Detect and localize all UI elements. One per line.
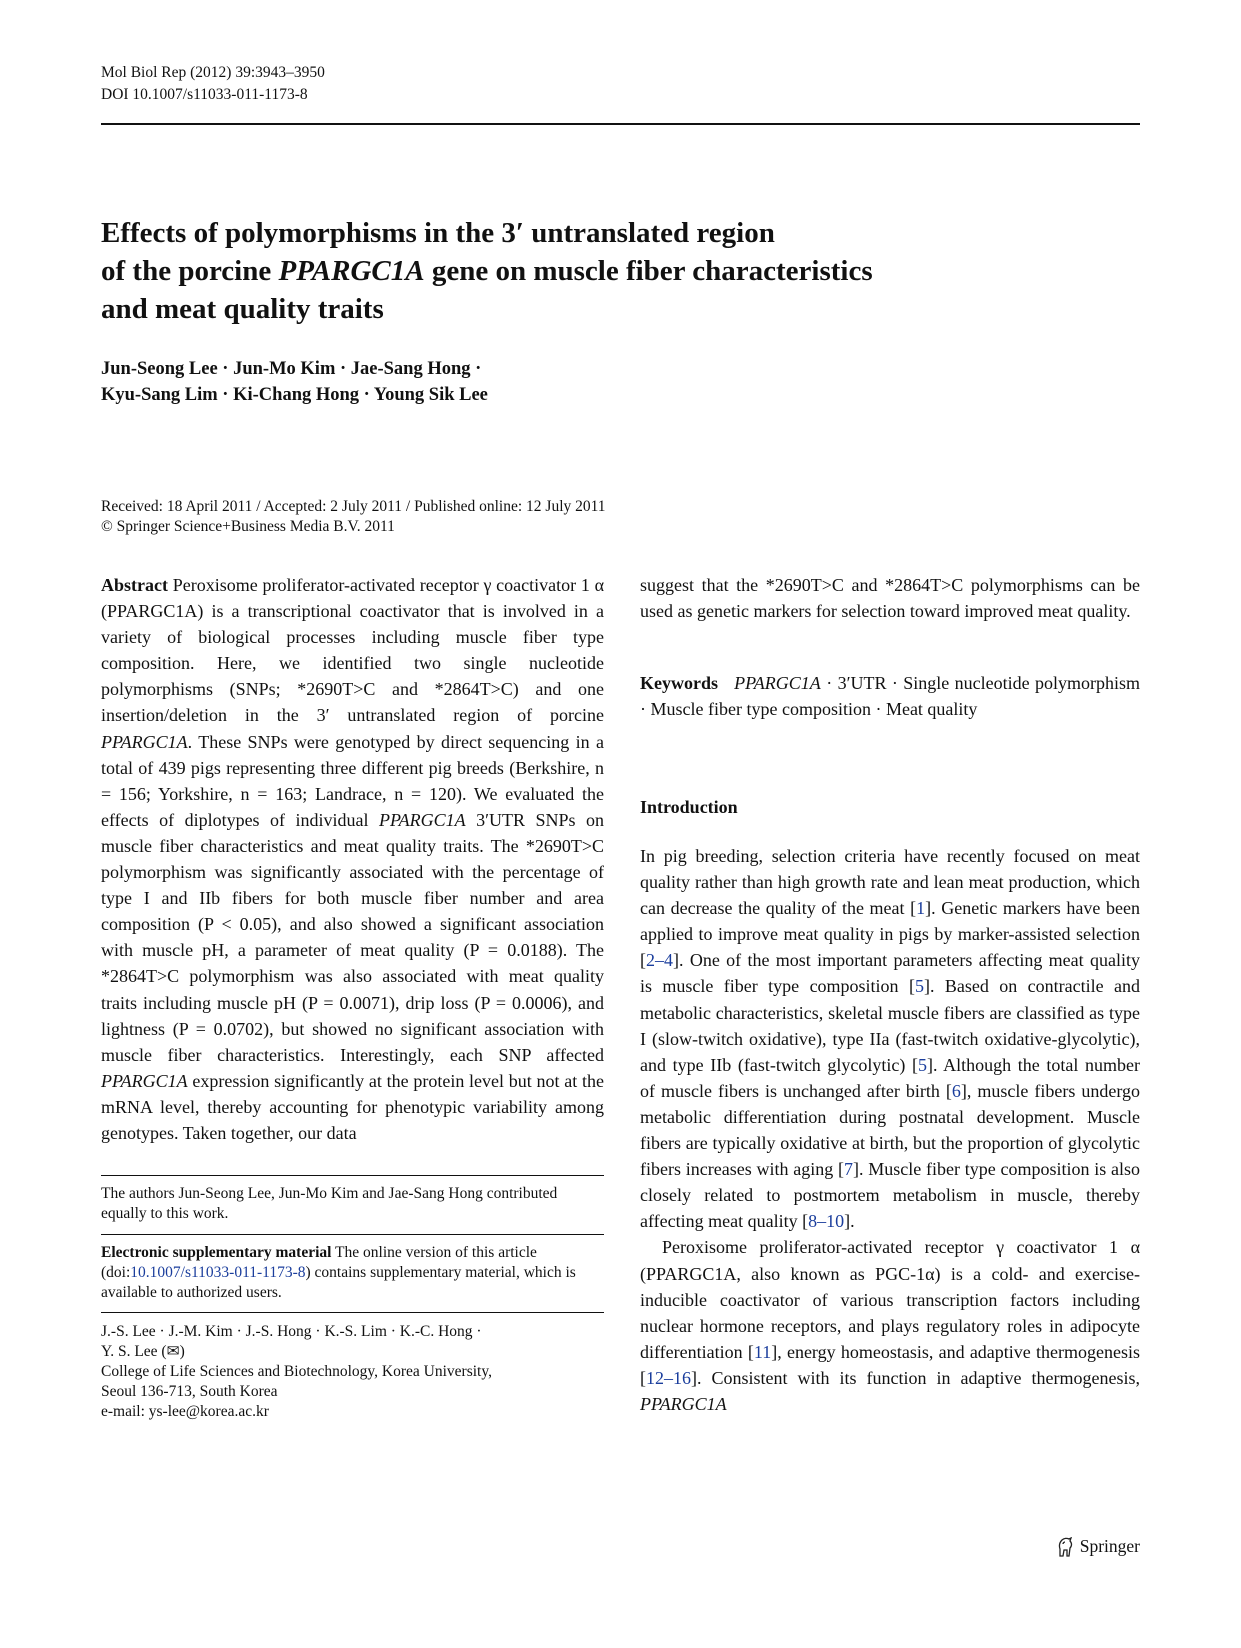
ref-link[interactable]: 7 — [843, 1159, 853, 1180]
title-gene: PPARGC1A — [278, 255, 425, 287]
keywords-heading: Keywords — [640, 673, 718, 693]
affiliation: J.-S. Lee · J.-M. Kim · J.-S. Hong · K.-S. Lim · K.-C. Hong · Y. S. Lee (✉) College of Life Sciences and Biotechnology, Korea University, Seoul 136-713, South Korea e-mail: ys-lee@korea.ac.kr — [101, 1322, 604, 1422]
abstract: Abstract Peroxisome proliferator-activated receptor γ coactivator 1 α (PPARGC1A) is a transcriptional coactivator that is involved in a variety of biological processes including muscle fiber type composition. Here, we identified two single nucleotide polymorphisms (SNPs; *2690T>C and *2864T>C) and one insertion/deletion in the 3′ untranslated region of porcine PPARGC1A. These SNPs were genotyped by direct sequencing in a total of 439 pigs representing three different pig breeds (Berkshire, n = 156; Yorkshire, n = 163; Landrace, n = 120). We evaluated the effects of diplotypes of individual PPARGC1A 3′UTR SNPs on muscle fiber characteristics and meat quality traits. The *2690T>C polymorphism was significantly associated with the percentage of type I and IIb fibers for both muscle fiber number and area composition (P < 0.05), and also showed a significant association with muscle pH, a parameter of meat quality (P = 0.0188). The *2864T>C polymorphism was also associated with meat quality traits including muscle pH (P = 0.0071), drip loss (P = 0.0006), and lightness (P = 0.0702), but showed no significant association with muscle fiber characteristics. Interestingly, each SNP affected PPARGC1A expression significantly at the protein level but not at the mRNA level, thereby accounting for phenotypic variability among genotypes. Taken together, our data — [101, 575, 604, 1143]
esm-note: Electronic supplementary material The online version of this article (doi:10.1007/s11033-011-1173-8) contains supplementary material, which is available to authorized users. — [101, 1244, 576, 1301]
title-line-3: and meat quality traits — [101, 293, 384, 325]
footnote-rule-1 — [101, 1175, 604, 1176]
introduction-body — [640, 843, 1140, 1417]
title-line-1: Effects of polymorphisms in the 3′ untranslated region — [101, 217, 775, 249]
abstract-heading: Abstract — [101, 575, 168, 595]
abstract-continued: suggest that the *2690T>C and *2864T>C polymorphisms can be used as genetic markers for selection toward improved meat quality. — [640, 575, 1140, 622]
intro-paragraph-2: Peroxisome proliferator-activated receptor γ coactivator 1 α (PPARGC1A, also known as PGC-1α) is a cold- and exercise-inducible coactivator of various transcription factors including nuclear hormone receptors, and plays regulatory roles in adipocyte differentiation [11], energy homeostasis, and adaptive thermogenesis [12–16]. Consistent with its function in adaptive thermogenesis, PPARGC1A — [640, 1237, 1141, 1414]
corresponding-author: Y. S. Lee (✉) — [101, 1343, 185, 1360]
article-title — [101, 214, 1101, 328]
title-line-2: of the porcine PPARGC1A gene on muscle fiber characteristics — [101, 255, 873, 287]
equal-contribution-note: The authors Jun-Seong Lee, Jun-Mo Kim and Jae-Sang Hong contributed equally to this work. — [101, 1185, 558, 1222]
intro-paragraph-1: In pig breeding, selection criteria have recently focused on meat quality rather than high growth rate and lean meat production, which can decrease the quality of the meat [1]. Genetic markers have been applied to improve meat quality in pigs by marker-assisted selection [2–4]. One of the most important parameters affecting meat quality is muscle fiber type composition [5]. Based on contractile and metabolic characteristics, skeletal muscle fibers are classified as type I (slow-twitch oxidative), type IIa (fast-twitch oxidative-glycolytic), and type IIb (fast-twitch glycolytic) [5]. Although the total number of muscle fibers is unchanged after birth [6], muscle fibers undergo metabolic differentiation during postnatal development. Muscle fibers are typically oxidative at birth, but the proportion of glycolytic fibers increases with aging [7]. Muscle fiber type composition is also closely related to postmortem metabolism in muscle, thereby affecting meat quality [8–10]. — [640, 846, 1141, 1232]
ref-link[interactable]: 8–10 — [808, 1211, 845, 1232]
authors-line-2: Kyu-Sang Lim · Ki-Chang Hong · Young Sik Lee — [101, 385, 488, 405]
keywords: Keywords PPARGC1A · 3′UTR · Single nucleotide polymorphism · Muscle fiber type composition · Meat quality — [640, 673, 1140, 720]
ref-link[interactable]: 5 — [914, 976, 924, 997]
received-dates: Received: 18 April 2011 / Accepted: 2 July 2011 / Published online: 12 July 2011 — [101, 498, 606, 515]
doi-line: DOI 10.1007/s11033-011-1173-8 — [101, 86, 308, 103]
ref-link[interactable]: 11 — [753, 1341, 772, 1362]
springer-horse-icon — [1056, 1537, 1074, 1557]
footnote-rule-3 — [101, 1312, 604, 1313]
footnote-rule-2 — [101, 1234, 604, 1235]
journal-citation: Mol Biol Rep (2012) 39:3943–3950 — [101, 64, 325, 81]
publisher-logo — [1056, 1536, 1140, 1557]
esm-heading: Electronic supplementary material — [101, 1244, 332, 1261]
ref-link[interactable]: 12–16 — [646, 1367, 691, 1388]
esm-doi-link[interactable]: 10.1007/s11033-011-1173-8 — [130, 1264, 306, 1281]
introduction-heading: Introduction — [640, 797, 738, 817]
ref-link[interactable]: 2–4 — [646, 950, 673, 971]
ref-link[interactable]: 5 — [918, 1054, 928, 1075]
publisher-name: Springer — [1079, 1536, 1140, 1556]
ref-link[interactable]: 1 — [916, 898, 926, 919]
header-rule — [101, 123, 1140, 125]
copyright: © Springer Science+Business Media B.V. 2011 — [101, 518, 395, 535]
authors-line-1: Jun-Seong Lee · Jun-Mo Kim · Jae-Sang Hong · — [101, 359, 482, 379]
author-email[interactable]: e-mail: ys-lee@korea.ac.kr — [101, 1403, 269, 1420]
ref-link[interactable]: 6 — [951, 1080, 961, 1101]
